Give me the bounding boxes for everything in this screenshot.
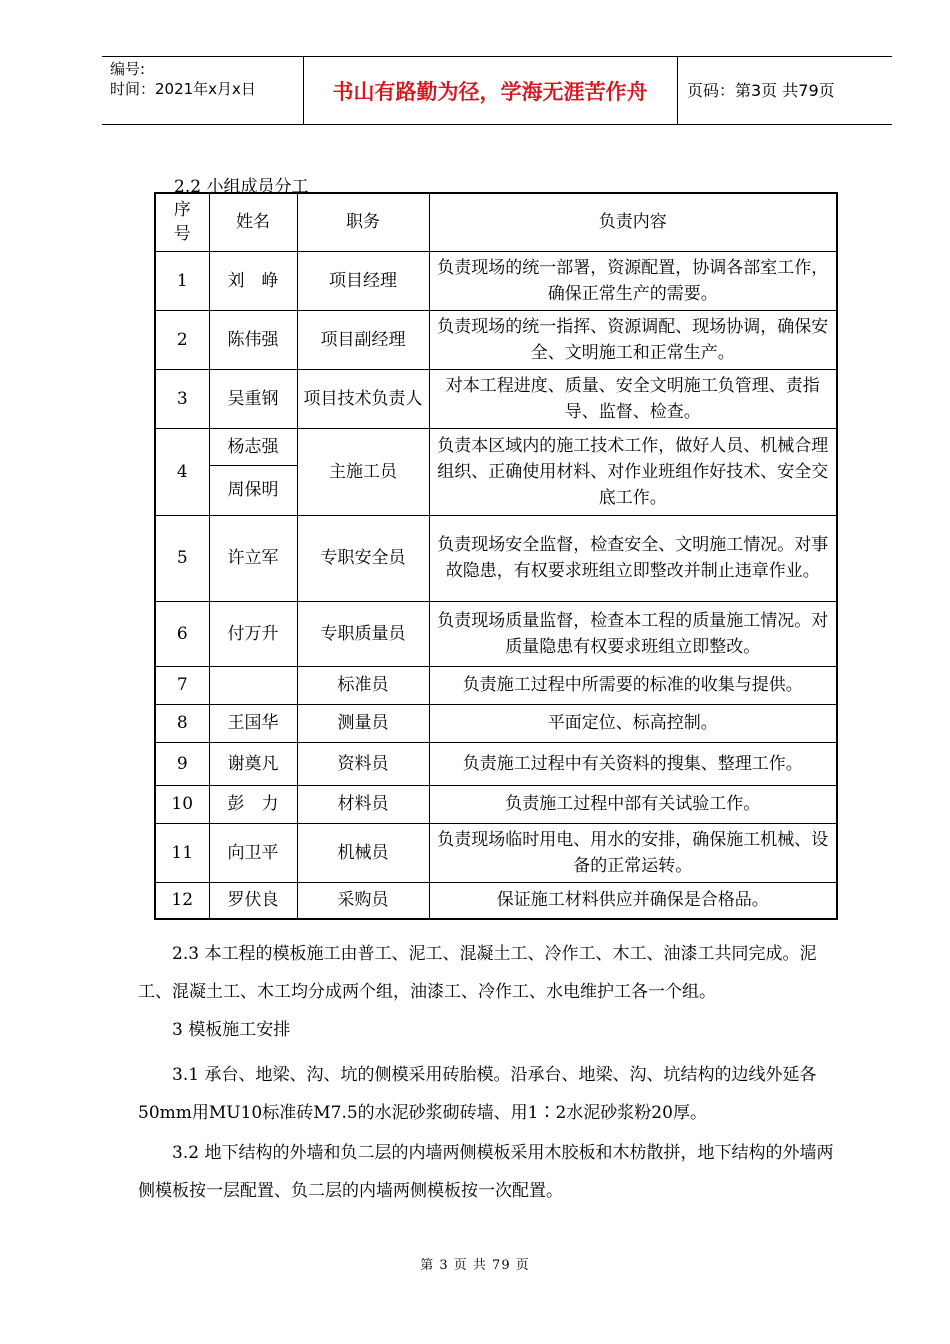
table-row [155,704,837,742]
cell-no: 2 [155,310,209,369]
cell-name: 谢奠凡 [209,742,297,785]
cell-name: 陈伟强 [209,310,297,369]
cell-role: 测量员 [297,704,429,742]
page-header [102,56,892,125]
cell-role: 项目技术负责人 [297,369,429,428]
cell-duty: 负责现场临时用电、用水的安排，确保施工机械、设备的正常运转。 [429,823,837,882]
header-meta [110,59,256,99]
cell-name [209,666,297,704]
cell-no: 12 [155,882,209,919]
cell-name: 许立军 [209,515,297,601]
table-row [155,369,837,428]
cell-no: 8 [155,704,209,742]
cell-no: 10 [155,785,209,823]
table-header-row [155,193,837,251]
cell-duty: 负责本区域内的施工技术工作，做好人员、机械合理组织、正确使用材料、对作业班组作好技术、安全交底工作。 [429,428,837,515]
cell-duty: 负责现场的统一部署，资源配置，协调各部室工作，确保正常生产的需要。 [429,251,837,310]
document-date: 时间：2021年x月x日 [110,80,256,98]
cell-name: 杨志强 [209,428,297,465]
cell-role: 材料员 [297,785,429,823]
cell-no: 4 [155,428,209,515]
table-row [155,882,837,919]
cell-duty: 负责施工过程中部有关试验工作。 [429,785,837,823]
cell-role: 专职安全员 [297,515,429,601]
table-row [155,251,837,310]
paragraph-3-2: 3.2 地下结构的外墙和负二层的内墙两侧模板采用木胶板和木枋散拼，地下结构的外墙两侧模板按一层配置、负二层的内墙两侧模板按一次配置。 [138,1143,834,1201]
cell-duty: 保证施工材料供应并确保是合格品。 [429,882,837,919]
cell-name: 彭 力 [209,785,297,823]
header-cell-duty: 负责内容 [429,193,837,251]
cell-name: 王国华 [209,704,297,742]
table-row [155,823,837,882]
cell-role: 专职质量员 [297,601,429,666]
cell-name: 周保明 [209,465,297,515]
header-motto: 书山有路勤为径，学海无涯苦作舟 [332,80,648,104]
cell-no: 5 [155,515,209,601]
cell-role: 机械员 [297,823,429,882]
cell-duty: 负责现场安全监督，检查安全、文明施工情况。对事故隐患，有权要求班组立即整改并制止违章作业。 [429,515,837,601]
cell-no: 11 [155,823,209,882]
paragraph-2-3: 2.3 本工程的模板施工由普工、泥工、混凝土工、冷作工、木工、油漆工共同完成。泥工、混凝土工、木工均分成两个组，油漆工、冷作工、水电维护工各一个组。 [138,944,817,1002]
paragraph-3-1: 3.1 承台、地梁、沟、坑的侧模采用砖胎模。沿承台、地梁、沟、坑结构的边线外延各50mm用MU10标准砖M7.5的水泥砂浆砌砖墙、用1∶2水泥砂浆粉20厚。 [138,1065,817,1123]
cell-role: 标准员 [297,666,429,704]
header-cell-no: 序号 [155,193,209,251]
cell-role: 资料员 [297,742,429,785]
table-row [155,601,837,666]
paragraph-3-heading: 3 模板施工安排 [172,1020,291,1040]
cell-duty: 负责施工过程中有关资料的搜集、整理工作。 [429,742,837,785]
cell-no: 1 [155,251,209,310]
table-row [155,428,837,465]
table-row [155,515,837,601]
cell-no: 3 [155,369,209,428]
header-page-info: 页码：第3页 共79页 [687,81,835,100]
table-row [155,310,837,369]
cell-name: 付万升 [209,601,297,666]
document-number-label: 编号: [110,60,146,78]
cell-no: 7 [155,666,209,704]
cell-role: 主施工员 [297,428,429,515]
cell-name: 罗伏良 [209,882,297,919]
cell-no: 9 [155,742,209,785]
cell-duty: 负责施工过程中所需要的标准的收集与提供。 [429,666,837,704]
section-title: 2.2 小组成员分工 [174,177,309,197]
cell-name: 向卫平 [209,823,297,882]
cell-duty: 负责现场质量监督，检查本工程的质量施工情况。对质量隐患有权要求班组立即整改。 [429,601,837,666]
header-cell-role: 职务 [297,193,429,251]
header-divider [677,57,678,124]
page-footer: 第 3 页 共 79 页 [420,1258,530,1273]
cell-name: 刘 峥 [209,251,297,310]
table-row [155,785,837,823]
cell-role: 项目经理 [297,251,429,310]
member-table [154,192,838,920]
header-cell-name: 姓名 [209,193,297,251]
cell-duty: 平面定位、标高控制。 [429,704,837,742]
cell-name: 吴重钢 [209,369,297,428]
cell-no: 6 [155,601,209,666]
cell-role: 采购员 [297,882,429,919]
table-row [155,742,837,785]
cell-role: 项目副经理 [297,310,429,369]
table-row [155,666,837,704]
cell-duty: 对本工程进度、质量、安全文明施工负管理、责指导、监督、检查。 [429,369,837,428]
cell-duty: 负责现场的统一指挥、资源调配、现场协调，确保安全、文明施工和正常生产。 [429,310,837,369]
